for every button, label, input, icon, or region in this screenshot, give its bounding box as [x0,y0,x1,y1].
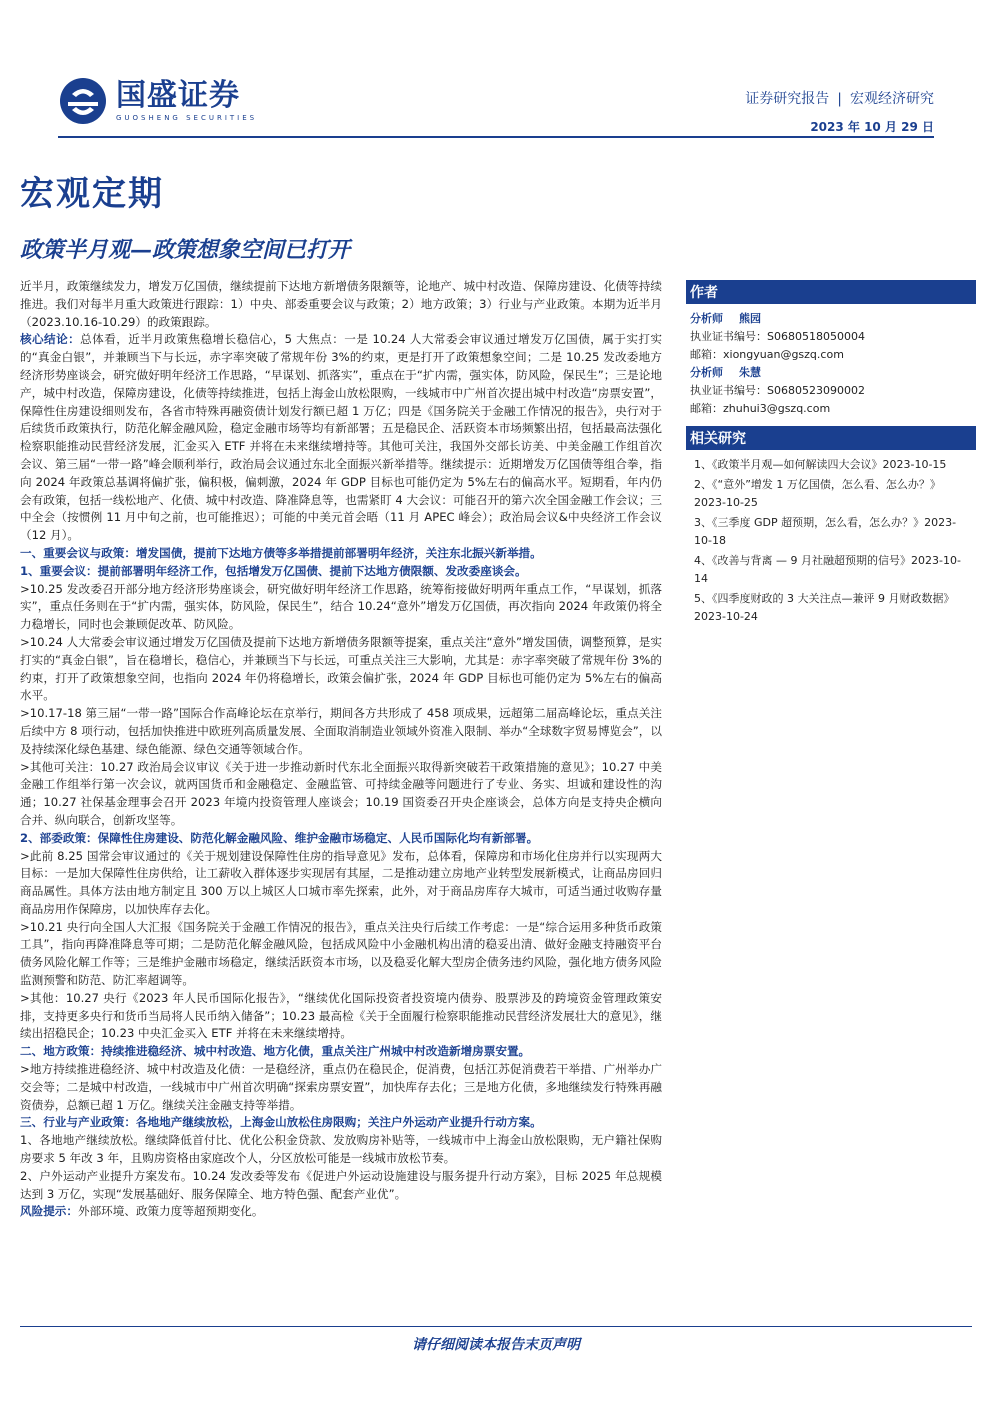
paragraph-text: 1、各地地产继续放松。继续降低首付比、优化公积金贷款、发放购房补贴等，一线城市中上海金山放松限购，无户籍社保购房要求 5 年改 3 年，且购房资格由家庭改个人，分区放松可能是一线城市放松节奏。 [20,1133,662,1166]
report-title: 政策半月观—政策想象空间已打开 [20,237,351,263]
report-category: 宏观定期 [20,174,164,214]
report-date: 2023 年 10 月 29 日 [810,120,934,134]
header-separator: | [837,91,842,107]
header-divider [58,136,934,138]
author-list [686,304,976,418]
related-item[interactable]: 5、《四季度财政的 3 大关注点—兼评 9 月财政数据》2023-10-24 [694,592,955,623]
paragraph-label: 核心结论： [20,332,81,347]
paragraph-text: >10.25 发改委召开部分地方经济形势座谈会，研究做好明年经济工作思路，统筹衔接做好明两年重点工作，“早谋划，抓落实”，重点任务则在于“扩内需，强实体，防风险，保民生”，结合 10.24“意外”增发万亿国债，再次指向 2024 年政策仍将全力稳增长，同时也会兼顾促改革、防风险。 [20,581,662,632]
report-type-line [745,88,934,108]
related-heading: 相关研究 [686,426,976,450]
author-card [690,364,972,418]
related-item[interactable]: 1、《政策半月观—如何解读四大会议》2023-10-15 [694,458,947,471]
author-email: 邮箱：xiongyuan@gszq.com [690,348,844,361]
paragraph-text: 2、部委政策：保障性住房建设、防范化解金融风险、维护金融市场稳定、人民币国际化均有新部署。 [20,830,539,845]
paragraph-text: >10.17-18 第三届“一带一路”国际合作高峰论坛在京举行，期间各方共形成了 458 项成果，远超第二届高峰论坛，重点关注后续中方 8 项行动，包括加快推进中欧班列高质量发展、全面取消制造业领域外资准入限制、举办“全球数字贸易博览会”，以及持续深化绿色基建、绿色能源、绿色交通等领域合作。 [20,706,662,756]
author-name: 熊园 [739,312,761,325]
footer-disclaimer: 请仔细阅读本报告末页声明 [412,1337,580,1353]
body-paragraph [20,848,662,919]
logo-english-name: GUOSHENG SECURITIES [116,114,258,122]
paragraph-text: 外部环境、政策力度等超预期变化。 [77,1204,264,1219]
paragraph-text: 二、地方政策：持续推进稳经济、城中村改造、地方化债，重点关注广州城中村改造新增房票安置。 [20,1044,531,1059]
paragraph-text: >地方持续推进稳经济、城中村改造及化债：一是稳经济，重点仍在稳民企，促消费，包括江苏促消费若干举措、广州举办广交会等；二是城中村改造，一线城市中广州首次明确“探索房票安置”，加快库存去化；三是地方化债，多地继续发行特殊再融资债券，总额已超 1 万亿。继续关注金融支持等举措。 [20,1062,662,1112]
section-heading [20,830,662,848]
report-header [0,0,992,160]
related-item[interactable]: 2、《“意外”增发 1 万亿国债，怎么看、怎么办？》2023-10-25 [694,478,941,509]
section-heading [20,1114,662,1132]
paragraph-label: 风险提示： [20,1204,78,1219]
company-logo [58,76,257,126]
author-email: 邮箱：zhuhui3@gszq.com [690,402,831,415]
body-paragraph [20,581,662,634]
section-heading [20,545,662,563]
author-role: 分析师 [690,312,723,325]
body-paragraph [20,1203,662,1221]
body-paragraph [20,990,662,1043]
paragraph-text: >此前 8.25 国常会审议通过的《关于规划建设保障性住房的指导意见》发布，总体看，保障房和市场化住房并行以实现两大目标：一是加大保障性住房供给，让工薪收入群体逐步实现居有其屋，二是推动建立房地产业转型发展新模式，让商品房回归商品属性。具体方法由地方制定且 300 万以上城区人口城市率先探索，此外，对于商品房库存大城市，可适当通过收购存量商品房用作保障房，以加快库存去化。 [20,848,662,916]
footer-divider [20,1326,972,1327]
related-item[interactable]: 4、《改善与背离 — 9 月社融超预期的信号》2023-10-14 [694,554,961,585]
section-heading [20,563,662,581]
body-paragraph [20,1168,662,1204]
guosheng-logo-icon [58,76,108,126]
author-license: 执业证书编号：S0680518050004 [690,330,865,343]
body-paragraph [20,705,662,758]
paragraph-text: 近半月，政策继续发力，增发万亿国债，继续提前下达地方新增债务限额等，论地产、城中村改造、保障房建设、化债等持续推进。我们对每半月重大政策进行跟踪：1）中央、部委重要会议与政策；2）地方政策；3）行业与产业政策。本期为近半月（2023.10.16-10.29）的政策跟踪。 [20,279,662,329]
body-paragraph [20,278,662,331]
paragraph-text: 2、户外运动产业提升方案发布。10.24 发改委等发布《促进户外运动设施建设与服务提升行动方案》，目标 2025 年总规模达到 3 万亿，实现“发展基础好、服务保障全、地方特色强、配套产业优”。 [20,1168,662,1201]
paragraph-text: 一、重要会议与政策：增发国债，提前下达地方债等多举措提前部署明年经济，关注东北振兴新举措。 [20,545,542,560]
related-item[interactable]: 3、《三季度 GDP 超预期，怎么看，怎么办？》2023-10-18 [694,516,957,547]
paragraph-text: 1、重要会议：提前部署明年经济工作，包括增发万亿国债、提前下达地方债限额、发改委座谈会。 [20,563,527,578]
related-research-list [686,450,976,626]
body-paragraph [20,759,662,830]
paragraph-text: >10.24 人大常委会审议通过增发万亿国债及提前下达地方新增债务限额等提案，重点关注“意外”增发国债，调整预算，是实打实的“真金白银”，旨在稳增长，稳信心，并兼顾当下与长远，可重点关注三大影响，尤其是：赤字率突破了常规年份 3%的约束，打开了政策想象空间，也指向 2024 年仍将稳增长，政策会偏扩张，2024 年 GDP 目标也可能仍定为 5%左右的偏高水平。 [20,634,662,703]
logo-chinese-name: 国盛证券 [116,78,240,113]
author-name: 朱慧 [739,366,761,379]
body-paragraph [20,919,662,990]
author-license: 执业证书编号：S0680523090002 [690,384,865,397]
body-paragraph [20,634,662,705]
body-paragraph [20,331,662,545]
paragraph-text: 总体看，近半月政策焦稳增长稳信心，5 大焦点：一是 10.24 人大常委会审议通过增发万亿国债，属于实打实的“真金白银”，并兼顾当下与长远，赤字率突破了常规年份 3%的约束，更是打开了政策想象空间；二是 10.25 发改委地方经济形势座谈会，研究做好明年经济工作思路，“早谋划、抓落实”，重点在于“扩内需，强实体，防风险，保民生”；三是论地产，城中村改造，保障房建设，化债等持续推进，包括上海金山放松限购，一线城市中广州首次提出城中村改造“房票安置”，保障性住房建设细则发布，各省市特殊再融资债计划发行额已超 1 万亿；四是《国务院关于金融工作情况的报告》，央行对于后续货币政策执行，防范化解金融风险，稳定金融市场等均有新部署；五是稳民企、活跃资本市场频繁出招，包括最高法强化检察职能推动民营经济发展，汇金买入 ETF 并将在未来继续增持等。其他可关注，我国外交部长访美、中美金融工作组首次会议、第三届“一带一路”峰会顺利举行，政治局会议通过东北全面振兴新举措等。继续提示：近期增发万亿国债等组合拳，指向 2024 年政策总基调将偏扩张，偏积极，偏刺激，2024 年 GDP 目标也可能仍定为 5%左右的偏高水平。短期看，年内仍会有政策，包括一线松地产、化债、城中村改造、降准降息等，也需紧盯 4 大会议：可能召开的第六次全国金融工作会议；三中全会（按惯例 11 月中旬之前，也可能推迟）；可能的中美元首会晤（11 月 APEC 峰会）；政治局会议&中央经济工作会议（12 月）。 [20,332,662,543]
paragraph-text: >其他可关注：10.27 政治局会议审议《关于进一步推动新时代东北全面振兴取得新突破若干政策措施的意见》；10.27 中美金融工作组举行第一次会议，就两国货币和金融稳定、金融监管、可持续金融等问题进行了专业、务实、坦诚和建设性的沟通；10.27 社保基金理事会召开 2023 年境内投资管理人座谈会；10.19 国资委召开央企座谈会，总体方向是支持央企横向合并、纵向联合，创新攻坚等。 [20,759,662,827]
main-body [20,278,662,1221]
sidebar [686,280,976,628]
author-card [690,310,972,364]
report-meta [745,88,934,135]
author-heading: 作者 [686,280,976,304]
author-role: 分析师 [690,366,723,379]
report-subtype: 宏观经济研究 [850,91,934,107]
section-heading [20,1043,662,1061]
body-paragraph [20,1061,662,1114]
body-paragraph [20,1132,662,1168]
report-type: 证券研究报告 [745,91,830,107]
paragraph-text: >10.21 央行向全国人大汇报《国务院关于金融工作情况的报告》，重点关注央行后续工作考虑：一是“综合运用多种货币政策工具”，指向再降准降息等可期；二是防范化解金融风险，包括成风险中小金融机构出清的稳妥出清、做好金融支持融资平台债务风险化解工作等；三是维护金融市场稳定，继续活跃资本市场，以及稳妥化解大型房企债务违约风险，强化地方债务风险监测预警和防范、防汇率超调等。 [20,919,662,988]
paragraph-text: 三、行业与产业政策：各地地产继续放松，上海金山放松住房限购；关注户外运动产业提升行动方案。 [20,1115,542,1130]
paragraph-text: >其他：10.27 央行《2023 年人民币国际化报告》，“继续优化国际投资者投资境内债券、股票涉及的跨境资金管理政策安排，支持更多央行和货币当局将人民币纳入储备”；10.23 最高检《关于全面履行检察职能推动民营经济发展壮大的意见》，继续出招稳民企；10.23 中央汇金买入 ETF 并将在未来继续增持。 [20,990,662,1041]
